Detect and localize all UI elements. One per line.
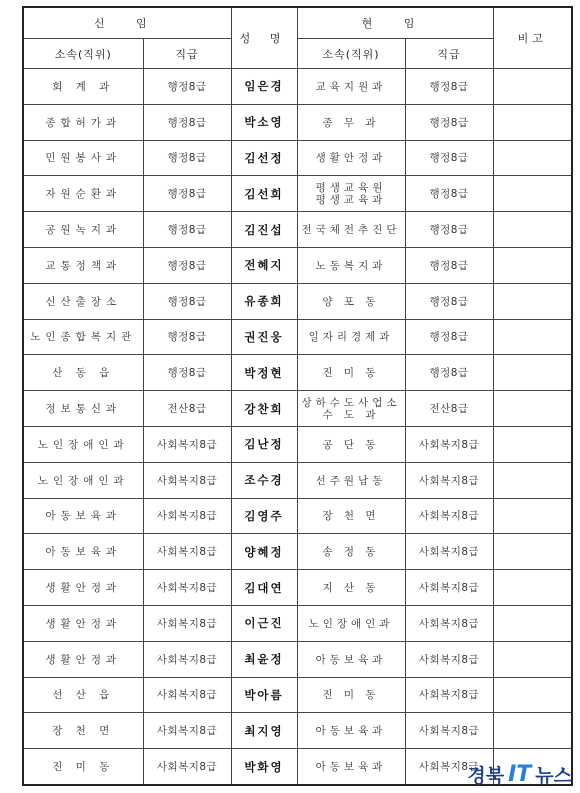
table-row bbox=[23, 247, 572, 283]
name-cell: 김영주 bbox=[231, 498, 297, 534]
new-dept-cell: 종합허가과 bbox=[23, 104, 143, 140]
new-dept-cell: 자원순환과 bbox=[23, 176, 143, 212]
table-row bbox=[23, 283, 572, 319]
note-cell bbox=[493, 462, 572, 498]
name-cell: 전혜지 bbox=[231, 247, 297, 283]
name-cell: 이근진 bbox=[231, 605, 297, 641]
table-row bbox=[23, 462, 572, 498]
header-current-post: 현 임 bbox=[297, 7, 493, 39]
note-cell bbox=[493, 283, 572, 319]
header-new-dept: 소속(직위) bbox=[23, 39, 143, 69]
new-grade-cell: 사회복지8급 bbox=[143, 749, 231, 785]
table-row bbox=[23, 677, 572, 713]
current-dept-cell: 장 천 면 bbox=[297, 498, 405, 534]
table-row bbox=[23, 570, 572, 606]
current-dept-cell: 진 미 동 bbox=[297, 355, 405, 391]
current-dept-cell: 진 미 동 bbox=[297, 677, 405, 713]
new-grade-cell: 사회복지8급 bbox=[143, 426, 231, 462]
current-grade-cell: 행정8급 bbox=[405, 140, 493, 176]
current-dept-cell: 노동복지과 bbox=[297, 247, 405, 283]
current-grade-cell: 행정8급 bbox=[405, 176, 493, 212]
header-row-top bbox=[23, 7, 572, 39]
new-dept-cell: 신산출장소 bbox=[23, 283, 143, 319]
table-row bbox=[23, 319, 572, 355]
table-body bbox=[23, 69, 572, 785]
name-cell: 강찬희 bbox=[231, 391, 297, 427]
name-cell: 김진섭 bbox=[231, 212, 297, 248]
table-row bbox=[23, 498, 572, 534]
new-grade-cell: 행정8급 bbox=[143, 104, 231, 140]
current-dept-cell: 노인장애인과 bbox=[297, 605, 405, 641]
current-dept-cell: 아동보육과 bbox=[297, 713, 405, 749]
current-grade-cell: 행정8급 bbox=[405, 212, 493, 248]
logo-text-news: 뉴스 bbox=[535, 764, 572, 787]
new-grade-cell: 행정8급 bbox=[143, 319, 231, 355]
new-dept-cell: 생활안정과 bbox=[23, 570, 143, 606]
note-cell bbox=[493, 212, 572, 248]
new-dept-cell: 공원녹지과 bbox=[23, 212, 143, 248]
name-cell: 조수경 bbox=[231, 462, 297, 498]
current-dept-cell: 양 포 동 bbox=[297, 283, 405, 319]
table-row bbox=[23, 534, 572, 570]
current-dept-line-2: 수 도 과 bbox=[322, 408, 380, 421]
current-grade-cell: 사회복지8급 bbox=[405, 498, 493, 534]
current-dept-cell: 종 무 과 bbox=[297, 104, 405, 140]
note-cell bbox=[493, 176, 572, 212]
new-dept-cell: 교통정책과 bbox=[23, 247, 143, 283]
table-row bbox=[23, 176, 572, 212]
new-grade-cell: 사회복지8급 bbox=[143, 677, 231, 713]
new-dept-cell: 선 산 읍 bbox=[23, 677, 143, 713]
header-cur-dept: 소속(직위) bbox=[297, 39, 405, 69]
news-logo-watermark bbox=[467, 759, 572, 789]
table-row bbox=[23, 104, 572, 140]
table-row bbox=[23, 212, 572, 248]
current-grade-cell: 사회복지8급 bbox=[405, 570, 493, 606]
new-dept-cell: 노인장애인과 bbox=[23, 462, 143, 498]
new-dept-cell: 아동보육과 bbox=[23, 534, 143, 570]
name-cell: 권진웅 bbox=[231, 319, 297, 355]
new-grade-cell: 사회복지8급 bbox=[143, 713, 231, 749]
new-grade-cell: 행정8급 bbox=[143, 247, 231, 283]
header-cur-grade: 직급 bbox=[405, 39, 493, 69]
name-cell: 최윤정 bbox=[231, 641, 297, 677]
table-row bbox=[23, 69, 572, 105]
current-grade-cell: 행정8급 bbox=[405, 69, 493, 105]
table-row bbox=[23, 605, 572, 641]
current-grade-cell: 행정8급 bbox=[405, 319, 493, 355]
note-cell bbox=[493, 69, 572, 105]
current-dept-cell: 전국체전추진단 bbox=[297, 212, 405, 248]
current-grade-cell: 행정8급 bbox=[405, 283, 493, 319]
new-dept-cell: 진 미 동 bbox=[23, 749, 143, 785]
new-dept-cell: 장 천 면 bbox=[23, 713, 143, 749]
current-dept-cell: 송 정 동 bbox=[297, 534, 405, 570]
note-cell bbox=[493, 391, 572, 427]
note-cell bbox=[493, 355, 572, 391]
table-row bbox=[23, 426, 572, 462]
table-row bbox=[23, 713, 572, 749]
name-cell: 박아름 bbox=[231, 677, 297, 713]
header-name: 성 명 bbox=[231, 7, 297, 69]
new-grade-cell: 전산8급 bbox=[143, 391, 231, 427]
current-grade-cell: 사회복지8급 bbox=[405, 749, 493, 785]
note-cell bbox=[493, 570, 572, 606]
new-grade-cell: 사회복지8급 bbox=[143, 570, 231, 606]
header-note: 비고 bbox=[493, 7, 572, 69]
current-dept-line-1: 상하수도사업소 bbox=[301, 396, 401, 409]
table-row bbox=[23, 641, 572, 677]
name-cell: 유종희 bbox=[231, 283, 297, 319]
note-cell bbox=[493, 677, 572, 713]
note-cell bbox=[493, 104, 572, 140]
note-cell bbox=[493, 534, 572, 570]
current-dept-line-2: 평생교육과 bbox=[315, 193, 387, 206]
logo-text-it: IT bbox=[508, 761, 532, 787]
current-dept-cell: 선주원남동 bbox=[297, 462, 405, 498]
current-grade-cell: 행정8급 bbox=[405, 247, 493, 283]
current-grade-cell: 사회복지8급 bbox=[405, 641, 493, 677]
note-cell bbox=[493, 426, 572, 462]
new-grade-cell: 사회복지8급 bbox=[143, 498, 231, 534]
table-row bbox=[23, 391, 572, 427]
new-dept-cell: 노인종합복지관 bbox=[23, 319, 143, 355]
new-dept-cell: 생활안정과 bbox=[23, 641, 143, 677]
current-grade-cell: 사회복지8급 bbox=[405, 426, 493, 462]
current-grade-cell: 행정8급 bbox=[405, 104, 493, 140]
current-grade-cell: 사회복지8급 bbox=[405, 534, 493, 570]
header-row-sub bbox=[23, 39, 572, 69]
current-dept-line-1: 평생교육원 bbox=[315, 181, 387, 194]
new-dept-cell: 회 계 과 bbox=[23, 69, 143, 105]
current-grade-cell: 사회복지8급 bbox=[405, 677, 493, 713]
name-cell: 임은경 bbox=[231, 69, 297, 105]
new-dept-cell: 정보통신과 bbox=[23, 391, 143, 427]
current-grade-cell: 전산8급 bbox=[405, 391, 493, 427]
logo-text-region: 경북 bbox=[467, 764, 505, 787]
new-dept-cell: 노인장애인과 bbox=[23, 426, 143, 462]
name-cell: 양혜정 bbox=[231, 534, 297, 570]
current-dept-cell: 아동보육과 bbox=[297, 749, 405, 785]
personnel-transfer-table bbox=[22, 6, 573, 786]
new-grade-cell: 행정8급 bbox=[143, 176, 231, 212]
new-dept-cell: 산 동 읍 bbox=[23, 355, 143, 391]
current-grade-cell: 사회복지8급 bbox=[405, 605, 493, 641]
current-dept-cell bbox=[297, 176, 405, 212]
current-dept-cell: 지 산 동 bbox=[297, 570, 405, 606]
name-cell: 박소영 bbox=[231, 104, 297, 140]
name-cell: 김난정 bbox=[231, 426, 297, 462]
note-cell bbox=[493, 605, 572, 641]
header-new-grade: 직급 bbox=[143, 39, 231, 69]
current-dept-cell: 공 단 동 bbox=[297, 426, 405, 462]
name-cell: 박화영 bbox=[231, 749, 297, 785]
new-grade-cell: 사회복지8급 bbox=[143, 605, 231, 641]
current-grade-cell: 사회복지8급 bbox=[405, 462, 493, 498]
current-dept-cell: 아동보육과 bbox=[297, 641, 405, 677]
current-dept-cell: 교육지원과 bbox=[297, 69, 405, 105]
note-cell bbox=[493, 319, 572, 355]
current-dept-cell: 생활안정과 bbox=[297, 140, 405, 176]
new-grade-cell: 행정8급 bbox=[143, 283, 231, 319]
name-cell: 박정현 bbox=[231, 355, 297, 391]
table-row bbox=[23, 140, 572, 176]
name-cell: 김대연 bbox=[231, 570, 297, 606]
name-cell: 최지영 bbox=[231, 713, 297, 749]
note-cell bbox=[493, 498, 572, 534]
new-grade-cell: 행정8급 bbox=[143, 355, 231, 391]
name-cell: 김선정 bbox=[231, 140, 297, 176]
note-cell bbox=[493, 713, 572, 749]
new-grade-cell: 사회복지8급 bbox=[143, 462, 231, 498]
current-grade-cell: 사회복지8급 bbox=[405, 713, 493, 749]
new-grade-cell: 행정8급 bbox=[143, 140, 231, 176]
new-grade-cell: 사회복지8급 bbox=[143, 534, 231, 570]
note-cell bbox=[493, 247, 572, 283]
new-grade-cell: 사회복지8급 bbox=[143, 641, 231, 677]
header-new-post: 신 임 bbox=[23, 7, 231, 39]
table-row bbox=[23, 355, 572, 391]
current-dept-cell: 일자리경제과 bbox=[297, 319, 405, 355]
note-cell bbox=[493, 140, 572, 176]
new-dept-cell: 민원봉사과 bbox=[23, 140, 143, 176]
current-dept-cell bbox=[297, 391, 405, 427]
current-grade-cell: 행정8급 bbox=[405, 355, 493, 391]
note-cell bbox=[493, 641, 572, 677]
new-dept-cell: 아동보육과 bbox=[23, 498, 143, 534]
new-grade-cell: 행정8급 bbox=[143, 212, 231, 248]
name-cell: 김선희 bbox=[231, 176, 297, 212]
new-grade-cell: 행정8급 bbox=[143, 69, 231, 105]
new-dept-cell: 생활안정과 bbox=[23, 605, 143, 641]
